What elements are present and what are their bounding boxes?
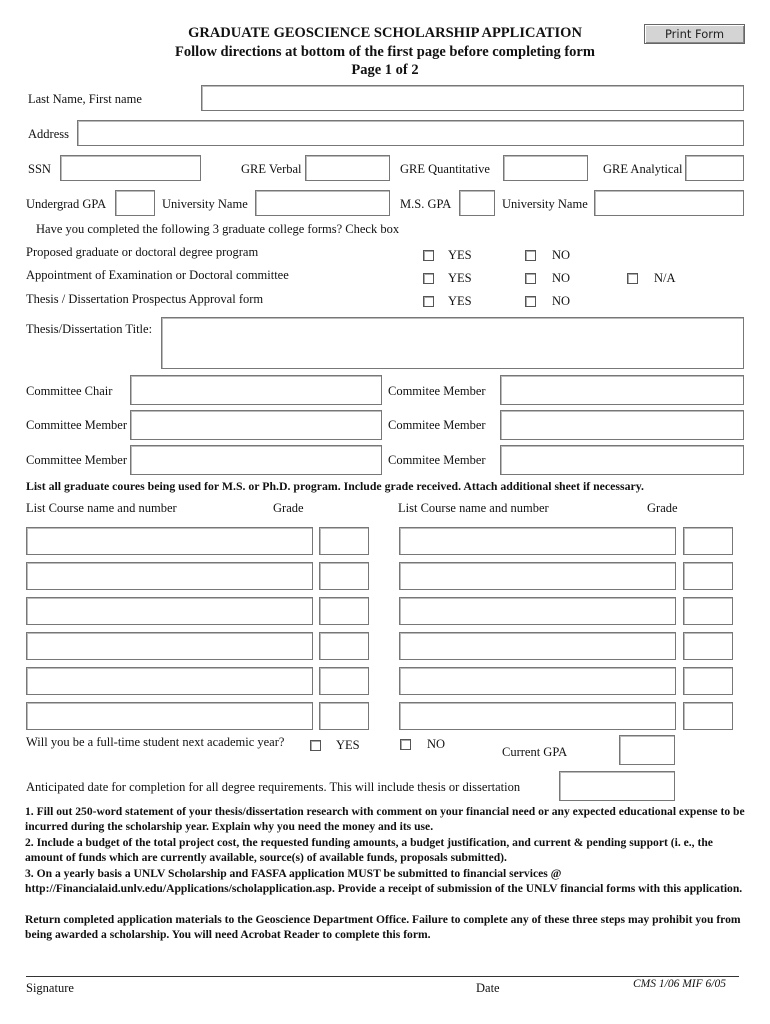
form2-na-checkbox[interactable]: [627, 273, 638, 284]
course-grade-input-left[interactable]: [319, 597, 369, 625]
grade-header-right: Grade: [647, 501, 678, 515]
course-grade-input-right[interactable]: [683, 597, 733, 625]
undergrad-gpa-input[interactable]: [115, 190, 155, 216]
gre-quant-label: GRE Quantitative: [400, 162, 490, 176]
course-grade-input-right[interactable]: [683, 632, 733, 660]
course-name-input-right[interactable]: [399, 527, 676, 555]
form3-yes-checkbox[interactable]: [423, 296, 434, 307]
course-grade-input-left[interactable]: [319, 632, 369, 660]
undergrad-gpa-label: Undergrad GPA: [26, 197, 107, 211]
form-title: GRADUATE GEOSCIENCE SCHOLARSHIP APPLICATION: [188, 25, 582, 41]
course-grade-input-right[interactable]: [683, 527, 733, 555]
form-subtitle: Follow directions at bottom of the first page before completing form: [175, 44, 595, 60]
grade-header-left: Grade: [273, 501, 304, 515]
completion-date-label: Anticipated date for completion for all degree requirements. This will include thesis or dissertation: [26, 780, 521, 794]
form1-no-label: NO: [552, 248, 571, 262]
form-item-label: Thesis / Dissertation Prospectus Approval form: [26, 292, 264, 306]
address-input[interactable]: [77, 120, 744, 146]
committee-member-input[interactable]: [500, 375, 744, 405]
form3-yes-label: YES: [448, 294, 472, 308]
fulltime-yes-checkbox[interactable]: [310, 740, 321, 751]
current-gpa-label: Current GPA: [502, 745, 568, 759]
form2-no-label: NO: [552, 271, 571, 285]
address-label: Address: [28, 127, 69, 141]
courses-instruction: List all graduate coures being used for M.S. or Ph.D. program. Include grade received. Attach additional sheet if necessary.: [26, 479, 644, 493]
course-name-input-right[interactable]: [399, 597, 676, 625]
instruction-1: 1. Fill out 250-word statement of your thesis/dissertation research with comment on your financial need or any expected educational expense to be incurred during the scholarship year. Explain why you need the money and its use.: [25, 805, 745, 834]
gre-analytical-label: GRE Analytical: [603, 162, 683, 176]
university-name-input[interactable]: [255, 190, 390, 216]
gre-verbal-label: GRE Verbal: [241, 162, 302, 176]
date-label: Date: [476, 981, 500, 995]
committee-member-label: Commitee Member: [388, 418, 486, 432]
committee-member-label: Commitee Member: [388, 384, 486, 398]
course-name-input-left[interactable]: [26, 562, 313, 590]
thesis-title-input[interactable]: [161, 317, 744, 369]
committee-member-label: Committee Member: [26, 418, 128, 432]
course-name-input-left[interactable]: [26, 632, 313, 660]
course-name-input-right[interactable]: [399, 632, 676, 660]
committee-member-label: Committee Member: [26, 453, 128, 467]
thesis-title-label: Thesis/Dissertation Title:: [26, 322, 153, 336]
form2-na-label: N/A: [654, 271, 676, 285]
form3-no-checkbox[interactable]: [525, 296, 536, 307]
form2-no-checkbox[interactable]: [525, 273, 536, 284]
course-name-header-left: List Course name and number: [26, 501, 177, 515]
course-name-input-left[interactable]: [26, 667, 313, 695]
form2-yes-label: YES: [448, 271, 472, 285]
course-name-input-left[interactable]: [26, 527, 313, 555]
ssn-input[interactable]: [60, 155, 201, 181]
course-name-input-right[interactable]: [399, 702, 676, 730]
course-name-input-right[interactable]: [399, 667, 676, 695]
committee-member-input[interactable]: [500, 410, 744, 440]
committee-chair-label: Committee Chair: [26, 384, 113, 398]
course-grade-input-right[interactable]: [683, 562, 733, 590]
gre-quant-input[interactable]: [503, 155, 588, 181]
fulltime-question: Will you be a full-time student next academic year?: [26, 735, 285, 749]
forms-question: Have you completed the following 3 graduate college forms? Check box: [36, 222, 400, 236]
course-grade-input-right[interactable]: [683, 667, 733, 695]
instruction-3: 3. On a yearly basis a UNLV Scholarship and FASFA application MUST be submitted to financial services @ http://Financialaid.unlv.edu/Applications/scholapplication.asp. Provide a receipt of submission of the UNLV financial forms with this application.: [25, 867, 743, 896]
university-name-2-input[interactable]: [594, 190, 744, 216]
gre-verbal-input[interactable]: [305, 155, 390, 181]
fulltime-no-checkbox[interactable]: [400, 739, 411, 750]
form1-yes-label: YES: [448, 248, 472, 262]
committee-chair-input[interactable]: [130, 375, 382, 405]
committee-member-input[interactable]: [130, 410, 382, 440]
return-instructions: Return completed application materials to the Geoscience Department Office. Failure to complete any of these three steps may prohibit you from being awarded a scholarship. You will need Acrobat Reader to complete this form.: [25, 913, 741, 942]
course-grade-input-left[interactable]: [319, 702, 369, 730]
signature-line: [26, 976, 739, 977]
signature-label: Signature: [26, 981, 74, 995]
form1-yes-checkbox[interactable]: [423, 250, 434, 261]
instruction-2: 2. Include a budget of the total project cost, the requested funding amounts, a budget justification, and current & pending support (i. e., the amount of funds which are currently available, source(s) of available funds, proposals submitted).: [25, 836, 713, 865]
committee-member-input[interactable]: [500, 445, 744, 475]
ms-gpa-label: M.S. GPA: [400, 197, 452, 211]
course-grade-input-left[interactable]: [319, 667, 369, 695]
course-grade-input-left[interactable]: [319, 562, 369, 590]
current-gpa-input[interactable]: [619, 735, 675, 765]
form2-yes-checkbox[interactable]: [423, 273, 434, 284]
course-grade-input-right[interactable]: [683, 702, 733, 730]
course-grade-input-left[interactable]: [319, 527, 369, 555]
course-name-input-right[interactable]: [399, 562, 676, 590]
ms-gpa-input[interactable]: [459, 190, 495, 216]
print-form-button[interactable]: Print Form: [644, 24, 745, 44]
form1-no-checkbox[interactable]: [525, 250, 536, 261]
page-indicator: Page 1 of 2: [351, 62, 419, 78]
course-name-header-right: List Course name and number: [398, 501, 549, 515]
form-item-label: Appointment of Examination or Doctoral committee: [26, 268, 289, 282]
name-input[interactable]: [201, 85, 744, 111]
committee-member-label: Commitee Member: [388, 453, 486, 467]
form-code: CMS 1/06 MIF 6/05: [633, 978, 726, 990]
course-name-input-left[interactable]: [26, 597, 313, 625]
name-label: Last Name, First name: [28, 92, 142, 106]
completion-date-input[interactable]: [559, 771, 675, 801]
ssn-label: SSN: [28, 162, 51, 176]
gre-analytical-input[interactable]: [685, 155, 744, 181]
university-name-label: University Name: [162, 197, 248, 211]
form3-no-label: NO: [552, 294, 571, 308]
form-item-label: Proposed graduate or doctoral degree program: [26, 245, 259, 259]
course-name-input-left[interactable]: [26, 702, 313, 730]
fulltime-yes-label: YES: [336, 738, 360, 752]
fulltime-no-label: NO: [427, 737, 446, 751]
committee-member-input[interactable]: [130, 445, 382, 475]
university-name-2-label: University Name: [502, 197, 588, 211]
